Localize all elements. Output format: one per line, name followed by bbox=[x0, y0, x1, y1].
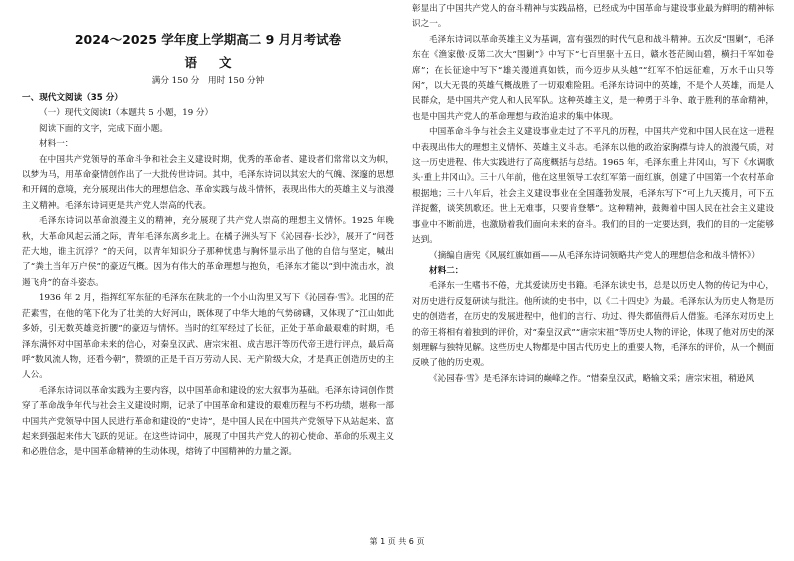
paragraph: 《沁园春·雪》是毛泽东诗词的巅峰之作。“惜秦皇汉武，略输文采；唐宗宋祖，稍逊风 bbox=[429, 373, 755, 384]
paragraph: 毛泽东诗词以革命英雄主义为基调，富有强烈的时代气息和战斗精神。五次反“围剿”，毛泽东在《渔家傲·反第二次大“围剿”》中写下“七百里驱十五日，赣水苍茫闽山碧，横扫千军如卷席”；在长征途中写下“雄关漫道真如铁，而今迈步从头越”“红军不怕远征难，万水千山只等闲”，以大无畏的英雄气概战胜了一切艰难险阻。毛泽东诗词中的英雄，不是个人英雄，而是人民群众，是中国共产党人和人民军队。这种英雄主义，是一种勇于斗争、敢于胜利的革命精神，也是中国共产党人的革命理想与政治追求的集中体现。 bbox=[412, 34, 774, 122]
paragraph: 1936 年 2 月，指挥红军东征的毛泽东在陕北的一个小山沟里又写下《沁园春·雪》。北国的茫茫素雪，在他的笔下化为了壮美的大好河山，既体现了中华大地的气势磅礴，又体现了“江山如此多娇，引无数英雄竞折腰”的豪迈与情怀。当时的红军经过了长征，正处于革命最艰难的时期，毛泽东满怀对中国革命未来的信心，对秦皇汉武、唐宗宋祖、成吉思汗等历代帝王进行评点，最后高呼“数风流人物，还看今朝”，赞颂的正是千百万劳动人民、无产阶级大众，才是真正创造历史的主人公。 bbox=[22, 293, 394, 381]
score-time-info: 满分 150 分 用时 150 分钟 bbox=[151, 76, 265, 86]
exam-title: 2024～2025 学年度上学期高二 9 月月考试卷 bbox=[74, 32, 342, 47]
paragraph: 彰显出了中国共产党人的奋斗精神与实践品格，已经成为中国革命与建设事业最为鲜明的精神标识之一。 bbox=[412, 4, 774, 30]
paragraph: 在中国共产党领导的革命斗争和社会主义建设时期，优秀的革命者、建设者们常常以文为帜，以梦为马，用革命豪情创作出了一大批传世诗词。其中，毛泽东诗词以其宏大的气魄、深邃的思想和开阔的意境，充分展现出伟大的理想信念、革命实践与战斗情怀，表现出伟大的英雄主义与浪漫主义精神。毛泽东诗词更是共产党人崇高的代表。 bbox=[22, 154, 394, 211]
paragraph: 中国革命斗争与社会主义建设事业走过了不平凡的历程，中国共产党和中国人民在这一进程中表现出伟大的理想主义情怀、英雄主义斗志。毛泽东以他的政治家胸襟与诗人的浪漫气质，对这一历史进程、伟大实践进行了高度概括与总结。1965 年，毛泽东重上井冈山，写下《水调歌头·重上井冈山》。三十八年前，他在这里领导工农红军第一面红旗，创建了中国第一个农村革命根据地；三十八年后，社会主义建设事业在全国蓬勃发展，毛泽东写下“可上九天揽月，可下五洋捉鳖，谈笑凯歌还。世上无难事，只要肯登攀”。这种精神，鼓舞着中国人民在社会主义建设事业中不断前进，也激励着我们面向未来的奋斗。我们的目的一定要达到，我们的目的一定能够达到。 bbox=[412, 127, 774, 246]
source-citation: （摘编自唐宪《风展红旗如画——从毛泽东诗词领略共产党人的理想信念和战斗情怀》） bbox=[429, 250, 760, 261]
subsection-heading: （一）现代文阅读Ⅰ（本题共 5 小题，19 分） bbox=[39, 108, 214, 119]
section-heading: 一、现代文阅读（35 分） bbox=[22, 93, 123, 103]
paragraph: 毛泽东一生嗜书不倦，尤其爱读历史书籍。毛泽东读史书，总是以历史人物的传记为中心，对历史进行反复研读与批注。他所读的史书中，以《二十四史》为最。毛泽东认为历史人物是历史的创造者，在历史的发展进程中，他们的言行、功过、得失都值得后人借鉴。毛泽东对历史上的帝王将相有着独到的评价，对“秦皇汉武”“唐宗宋祖”等历史人物的评论，体现了他对历史的深刻理解与独特见解。这些历史人物都是中国古代历史上的重要人物，毛泽东的评价，从一个侧面反映了他的历史观。 bbox=[412, 281, 774, 369]
right-body bbox=[412, 2, 774, 387]
reading-instruction: 阅读下面的文字，完成下面小题。 bbox=[39, 123, 168, 134]
left-body bbox=[22, 91, 394, 461]
paragraph: 毛泽东诗词以革命实践为主要内容，以中国革命和建设的宏大叙事为基础。毛泽东诗词创作贯穿了革命战争年代与社会主义建设时期，记录了中国革命和建设的艰难历程与不朽功绩，堪称一部中国共产党领导中国人民进行革命和建设的“史诗”，是中国人民在中国共产党领导下从站起来、富起来到强起来伟大飞跃的见证。在这些诗词中，展现了中国共产党人的初心使命、革命的乐观主义和必胜信念，是中国革命精神的生动体现，熔铸了中国精神的力量之源。 bbox=[22, 385, 394, 458]
material-two-label: 材料二： bbox=[429, 265, 464, 276]
subject-title: 语文 bbox=[184, 55, 254, 70]
page-footer: 第 1 页 共 6 页 bbox=[369, 537, 425, 546]
paragraph: 毛泽东诗词以革命浪漫主义的精神，充分展现了共产党人崇高的理想主义情怀。1925 年晚秋，大革命风起云涌之际，青年毛泽东离乡北上。在橘子洲头写下《沁园春·长沙》，展开了“问苍茫大地，谁主沉浮？”的天问，以青年知识分子那种忧患与胸怀显示出了他的自信与坚定，喊出了“粪土当年万户侯”的豪迈气概。因为有伟大的革命理想与抱负，毛泽东才能以“到中流击水，浪遏飞舟”的奋斗姿态。 bbox=[22, 216, 394, 288]
material-one-label: 材料一： bbox=[39, 139, 74, 150]
